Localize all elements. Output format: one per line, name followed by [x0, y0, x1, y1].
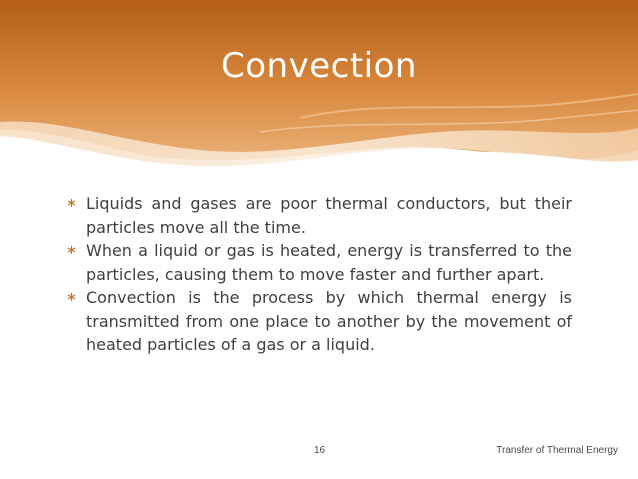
slide-title: Convection	[221, 46, 417, 86]
asterisk-bullet-icon: ∗	[66, 196, 77, 211]
bullet-item	[66, 286, 572, 357]
bullet-item	[66, 239, 572, 286]
header-banner	[0, 0, 638, 180]
footer-title: Transfer of Thermal Energy	[496, 445, 618, 456]
bullet-list	[66, 192, 572, 357]
asterisk-bullet-icon: ∗	[66, 290, 77, 305]
page-number: 16	[314, 445, 326, 456]
bullet-item	[66, 192, 572, 239]
bullet-text: When a liquid or gas is heated, energy is transferred to the particles, causing them to move faster and further apart.	[86, 241, 572, 284]
bullet-text: Convection is the process by which thermal energy is transmitted from one place to another by the movement of heated particles of a gas or a liquid.	[86, 288, 572, 354]
bullet-text: Liquids and gases are poor thermal conductors, but their particles move all the time.	[86, 194, 572, 237]
asterisk-bullet-icon: ∗	[66, 243, 77, 258]
header-wave-graphic	[0, 0, 638, 180]
